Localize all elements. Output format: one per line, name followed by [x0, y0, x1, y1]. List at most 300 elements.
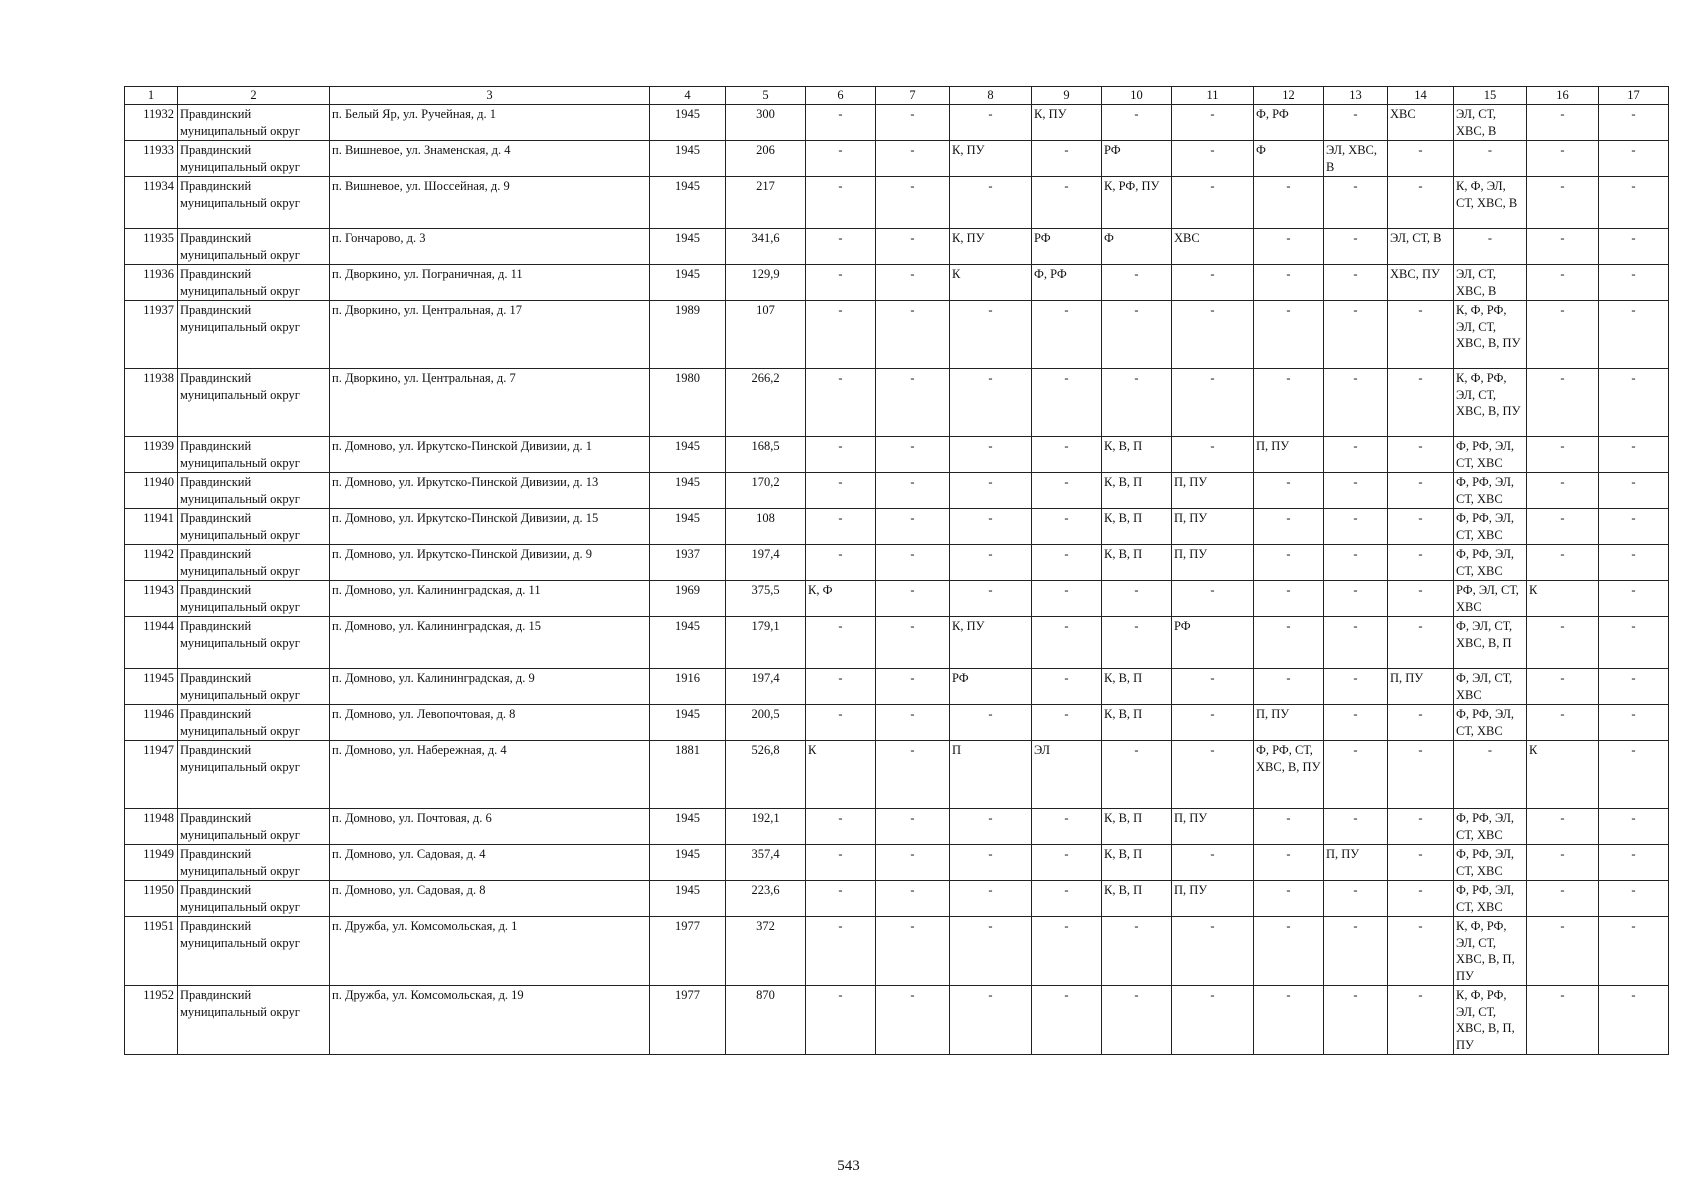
table-cell-col-6: -: [806, 809, 876, 845]
table-cell-col-9: -: [1032, 437, 1102, 473]
table-cell-col-7: -: [876, 301, 950, 369]
table-cell-col-16: К: [1527, 741, 1599, 809]
table-cell-col-8: -: [950, 986, 1032, 1055]
table-cell-col-4: 1945: [650, 177, 726, 229]
table-cell-col-2: Правдинский муниципальный округ: [178, 301, 330, 369]
table-cell-col-13: -: [1324, 509, 1388, 545]
table-cell-col-4: 1980: [650, 369, 726, 437]
table-row: [125, 301, 1669, 369]
table-row: [125, 617, 1669, 669]
table-cell-col-17: -: [1599, 369, 1669, 437]
table-cell-col-4: 1945: [650, 509, 726, 545]
table-cell-col-15: К, Ф, ЭЛ, СТ, ХВС, В: [1454, 177, 1527, 229]
table-cell-col-10: К, В, П: [1102, 437, 1172, 473]
table-cell-col-16: К: [1527, 581, 1599, 617]
table-row: [125, 473, 1669, 509]
table-cell-col-2: Правдинский муниципальный округ: [178, 917, 330, 986]
table-cell-col-4: 1916: [650, 669, 726, 705]
table-row: [125, 917, 1669, 986]
table-cell-col-8: -: [950, 705, 1032, 741]
table-cell-col-14: -: [1388, 845, 1454, 881]
table-cell-col-1: 11945: [125, 669, 178, 705]
table-cell-col-13: -: [1324, 437, 1388, 473]
table-cell-col-9: К, ПУ: [1032, 105, 1102, 141]
table-cell-col-3: п. Гончарово, д. 3: [330, 229, 650, 265]
table-cell-col-10: -: [1102, 265, 1172, 301]
table-cell-col-16: -: [1527, 437, 1599, 473]
table-cell-col-6: -: [806, 265, 876, 301]
table-cell-col-15: Ф, РФ, ЭЛ, СТ, ХВС: [1454, 705, 1527, 741]
table-cell-col-17: -: [1599, 581, 1669, 617]
table-cell-col-14: -: [1388, 917, 1454, 986]
table-row: [125, 177, 1669, 229]
table-row: [125, 741, 1669, 809]
table-cell-col-5: 170,2: [726, 473, 806, 509]
table-cell-col-11: -: [1172, 369, 1254, 437]
table-cell-col-6: К, Ф: [806, 581, 876, 617]
table-cell-col-3: п. Дворкино, ул. Центральная, д. 17: [330, 301, 650, 369]
table-cell-col-1: 11938: [125, 369, 178, 437]
table-cell-col-5: 108: [726, 509, 806, 545]
table-cell-col-17: -: [1599, 509, 1669, 545]
table-cell-col-1: 11939: [125, 437, 178, 473]
table-cell-col-4: 1945: [650, 437, 726, 473]
table-cell-col-16: -: [1527, 545, 1599, 581]
table-cell-col-2: Правдинский муниципальный округ: [178, 545, 330, 581]
table-cell-col-6: -: [806, 229, 876, 265]
table-cell-col-11: -: [1172, 917, 1254, 986]
table-cell-col-12: -: [1254, 229, 1324, 265]
table-cell-col-16: -: [1527, 105, 1599, 141]
table-cell-col-2: Правдинский муниципальный округ: [178, 509, 330, 545]
table-cell-col-13: -: [1324, 177, 1388, 229]
table-cell-col-5: 300: [726, 105, 806, 141]
table-cell-col-3: п. Дворкино, ул. Центральная, д. 7: [330, 369, 650, 437]
table-cell-col-9: -: [1032, 177, 1102, 229]
table-cell-col-2: Правдинский муниципальный округ: [178, 177, 330, 229]
column-header-9: 9: [1032, 87, 1102, 105]
table-row: [125, 705, 1669, 741]
table-cell-col-6: -: [806, 845, 876, 881]
table-cell-col-12: Ф, РФ: [1254, 105, 1324, 141]
table-cell-col-1: 11948: [125, 809, 178, 845]
table-cell-col-6: -: [806, 437, 876, 473]
table-cell-col-2: Правдинский муниципальный округ: [178, 265, 330, 301]
table-cell-col-3: п. Домново, ул. Калининградская, д. 9: [330, 669, 650, 705]
table-cell-col-7: -: [876, 741, 950, 809]
table-cell-col-11: П, ПУ: [1172, 473, 1254, 509]
table-cell-col-3: п. Домново, ул. Левопочтовая, д. 8: [330, 705, 650, 741]
table-cell-col-7: -: [876, 437, 950, 473]
table-cell-col-13: -: [1324, 705, 1388, 741]
column-header-12: 12: [1254, 87, 1324, 105]
table-cell-col-9: -: [1032, 141, 1102, 177]
table-cell-col-14: -: [1388, 581, 1454, 617]
table-cell-col-1: 11952: [125, 986, 178, 1055]
table-cell-col-13: -: [1324, 986, 1388, 1055]
table-cell-col-15: Ф, РФ, ЭЛ, СТ, ХВС: [1454, 437, 1527, 473]
table-cell-col-13: -: [1324, 229, 1388, 265]
table-cell-col-3: п. Домново, ул. Набережная, д. 4: [330, 741, 650, 809]
table-cell-col-3: п. Домново, ул. Иркутско-Пинской Дивизии, д. 13: [330, 473, 650, 509]
table-cell-col-2: Правдинский муниципальный округ: [178, 369, 330, 437]
table-cell-col-7: -: [876, 581, 950, 617]
table-cell-col-14: -: [1388, 369, 1454, 437]
data-table: [124, 86, 1669, 1055]
table-cell-col-4: 1945: [650, 105, 726, 141]
table-cell-col-3: п. Вишневое, ул. Шоссейная, д. 9: [330, 177, 650, 229]
table-cell-col-10: -: [1102, 301, 1172, 369]
table-cell-col-7: -: [876, 545, 950, 581]
table-cell-col-11: РФ: [1172, 617, 1254, 669]
table-cell-col-3: п. Вишневое, ул. Знаменская, д. 4: [330, 141, 650, 177]
table-cell-col-9: -: [1032, 301, 1102, 369]
table-cell-col-17: -: [1599, 473, 1669, 509]
table-cell-col-17: -: [1599, 809, 1669, 845]
table-cell-col-12: П, ПУ: [1254, 705, 1324, 741]
table-cell-col-5: 192,1: [726, 809, 806, 845]
table-cell-col-14: -: [1388, 741, 1454, 809]
table-cell-col-14: -: [1388, 881, 1454, 917]
table-cell-col-8: К, ПУ: [950, 229, 1032, 265]
table-row: [125, 845, 1669, 881]
table-cell-col-9: -: [1032, 617, 1102, 669]
table-cell-col-6: -: [806, 669, 876, 705]
table-cell-col-12: -: [1254, 845, 1324, 881]
table-cell-col-12: -: [1254, 617, 1324, 669]
table-cell-col-17: -: [1599, 917, 1669, 986]
table-cell-col-3: п. Домново, ул. Иркутско-Пинской Дивизии, д. 15: [330, 509, 650, 545]
table-cell-col-16: -: [1527, 617, 1599, 669]
table-row: [125, 509, 1669, 545]
table-cell-col-10: -: [1102, 617, 1172, 669]
table-cell-col-5: 217: [726, 177, 806, 229]
table-cell-col-2: Правдинский муниципальный округ: [178, 809, 330, 845]
table-cell-col-7: -: [876, 473, 950, 509]
table-row: [125, 105, 1669, 141]
column-header-13: 13: [1324, 87, 1388, 105]
table-cell-col-3: п. Домново, ул. Садовая, д. 4: [330, 845, 650, 881]
table-cell-col-9: -: [1032, 881, 1102, 917]
table-row: [125, 881, 1669, 917]
table-cell-col-12: -: [1254, 509, 1324, 545]
table-cell-col-9: -: [1032, 509, 1102, 545]
table-cell-col-13: -: [1324, 917, 1388, 986]
table-cell-col-2: Правдинский муниципальный округ: [178, 229, 330, 265]
table-cell-col-10: К, В, П: [1102, 509, 1172, 545]
table-cell-col-5: 372: [726, 917, 806, 986]
table-cell-col-12: -: [1254, 301, 1324, 369]
table-cell-col-17: -: [1599, 437, 1669, 473]
table-cell-col-1: 11947: [125, 741, 178, 809]
table-cell-col-14: ХВС, ПУ: [1388, 265, 1454, 301]
table-cell-col-11: -: [1172, 581, 1254, 617]
table-cell-col-3: п. Белый Яр, ул. Ручейная, д. 1: [330, 105, 650, 141]
table-cell-col-16: -: [1527, 986, 1599, 1055]
table-row: [125, 809, 1669, 845]
column-header-1: 1: [125, 87, 178, 105]
table-cell-col-13: -: [1324, 669, 1388, 705]
table-cell-col-3: п. Домново, ул. Почтовая, д. 6: [330, 809, 650, 845]
header-row: [125, 87, 1669, 105]
table-cell-col-14: -: [1388, 177, 1454, 229]
column-header-4: 4: [650, 87, 726, 105]
table-cell-col-9: -: [1032, 581, 1102, 617]
table-cell-col-10: К, РФ, ПУ: [1102, 177, 1172, 229]
table-cell-col-7: -: [876, 809, 950, 845]
table-cell-col-11: ХВС: [1172, 229, 1254, 265]
table-cell-col-9: -: [1032, 369, 1102, 437]
table-cell-col-8: -: [950, 809, 1032, 845]
table-cell-col-7: -: [876, 986, 950, 1055]
table-cell-col-5: 200,5: [726, 705, 806, 741]
table-cell-col-10: К, В, П: [1102, 705, 1172, 741]
table-cell-col-9: -: [1032, 845, 1102, 881]
table-cell-col-5: 341,6: [726, 229, 806, 265]
table-cell-col-9: РФ: [1032, 229, 1102, 265]
table-cell-col-12: -: [1254, 473, 1324, 509]
table-cell-col-4: 1945: [650, 881, 726, 917]
table-cell-col-14: -: [1388, 437, 1454, 473]
table-cell-col-13: -: [1324, 581, 1388, 617]
column-header-2: 2: [178, 87, 330, 105]
table-cell-col-14: -: [1388, 617, 1454, 669]
table-cell-col-12: -: [1254, 265, 1324, 301]
table-cell-col-4: 1881: [650, 741, 726, 809]
table-cell-col-11: -: [1172, 265, 1254, 301]
table-cell-col-14: -: [1388, 545, 1454, 581]
page-number: 543: [837, 1158, 860, 1174]
column-header-11: 11: [1172, 87, 1254, 105]
table-cell-col-5: 168,5: [726, 437, 806, 473]
table-cell-col-12: -: [1254, 545, 1324, 581]
table-cell-col-11: -: [1172, 669, 1254, 705]
table-cell-col-15: Ф, РФ, ЭЛ, СТ, ХВС: [1454, 545, 1527, 581]
table-cell-col-8: -: [950, 301, 1032, 369]
table-cell-col-15: К, Ф, РФ, ЭЛ, СТ, ХВС, В, ПУ: [1454, 369, 1527, 437]
table-cell-col-8: -: [950, 881, 1032, 917]
table-row: [125, 669, 1669, 705]
table-cell-col-11: -: [1172, 986, 1254, 1055]
table-cell-col-11: П, ПУ: [1172, 509, 1254, 545]
table-cell-col-11: -: [1172, 437, 1254, 473]
table-cell-col-2: Правдинский муниципальный округ: [178, 986, 330, 1055]
table-cell-col-7: -: [876, 177, 950, 229]
column-header-8: 8: [950, 87, 1032, 105]
table-row: [125, 581, 1669, 617]
table-cell-col-1: 11940: [125, 473, 178, 509]
table-cell-col-1: 11941: [125, 509, 178, 545]
table-cell-col-7: -: [876, 881, 950, 917]
table-cell-col-8: РФ: [950, 669, 1032, 705]
table-cell-col-10: К, В, П: [1102, 881, 1172, 917]
table-cell-col-9: -: [1032, 809, 1102, 845]
table-cell-col-16: -: [1527, 881, 1599, 917]
table-cell-col-14: -: [1388, 473, 1454, 509]
table-cell-col-10: Ф: [1102, 229, 1172, 265]
table-cell-col-1: 11932: [125, 105, 178, 141]
table-cell-col-6: -: [806, 545, 876, 581]
table-cell-col-7: -: [876, 229, 950, 265]
table-cell-col-4: 1945: [650, 229, 726, 265]
table-cell-col-4: 1945: [650, 265, 726, 301]
table-cell-col-5: 179,1: [726, 617, 806, 669]
table-cell-col-8: -: [950, 845, 1032, 881]
table-cell-col-5: 870: [726, 986, 806, 1055]
table-cell-col-8: К, ПУ: [950, 141, 1032, 177]
table-cell-col-15: РФ, ЭЛ, СТ, ХВС: [1454, 581, 1527, 617]
table-cell-col-17: -: [1599, 105, 1669, 141]
table-cell-col-3: п. Домново, ул. Садовая, д. 8: [330, 881, 650, 917]
table-cell-col-2: Правдинский муниципальный округ: [178, 881, 330, 917]
table-cell-col-10: РФ: [1102, 141, 1172, 177]
table-cell-col-1: 11949: [125, 845, 178, 881]
table-cell-col-16: -: [1527, 705, 1599, 741]
table-cell-col-9: -: [1032, 545, 1102, 581]
table-cell-col-6: -: [806, 617, 876, 669]
table-cell-col-11: -: [1172, 105, 1254, 141]
table-cell-col-14: ХВС: [1388, 105, 1454, 141]
table-cell-col-11: -: [1172, 141, 1254, 177]
table-cell-col-16: -: [1527, 369, 1599, 437]
table-cell-col-6: -: [806, 881, 876, 917]
table-cell-col-3: п. Дружба, ул. Комсомольская, д. 19: [330, 986, 650, 1055]
column-header-10: 10: [1102, 87, 1172, 105]
table-cell-col-12: Ф, РФ, СТ, ХВС, В, ПУ: [1254, 741, 1324, 809]
table-cell-col-9: -: [1032, 986, 1102, 1055]
table-cell-col-14: -: [1388, 141, 1454, 177]
table-cell-col-11: -: [1172, 301, 1254, 369]
table-cell-col-1: 11946: [125, 705, 178, 741]
table-cell-col-10: К, В, П: [1102, 545, 1172, 581]
table-cell-col-6: -: [806, 369, 876, 437]
table-cell-col-16: -: [1527, 265, 1599, 301]
table-cell-col-15: Ф, РФ, ЭЛ, СТ, ХВС: [1454, 509, 1527, 545]
table-cell-col-14: -: [1388, 809, 1454, 845]
table-cell-col-2: Правдинский муниципальный округ: [178, 705, 330, 741]
table-cell-col-5: 375,5: [726, 581, 806, 617]
table-cell-col-11: -: [1172, 741, 1254, 809]
table-cell-col-7: -: [876, 917, 950, 986]
table-cell-col-17: -: [1599, 617, 1669, 669]
table-cell-col-12: -: [1254, 917, 1324, 986]
table-cell-col-1: 11951: [125, 917, 178, 986]
table-cell-col-12: -: [1254, 369, 1324, 437]
table-cell-col-17: -: [1599, 229, 1669, 265]
table-cell-col-13: -: [1324, 301, 1388, 369]
table-cell-col-6: -: [806, 509, 876, 545]
table-cell-col-17: -: [1599, 669, 1669, 705]
table-cell-col-4: 1977: [650, 917, 726, 986]
table-cell-col-17: -: [1599, 545, 1669, 581]
table-cell-col-15: Ф, РФ, ЭЛ, СТ, ХВС: [1454, 845, 1527, 881]
table-cell-col-5: 357,4: [726, 845, 806, 881]
table-cell-col-6: -: [806, 917, 876, 986]
table-cell-col-4: 1977: [650, 986, 726, 1055]
table-cell-col-7: -: [876, 141, 950, 177]
table-row: [125, 437, 1669, 473]
table-cell-col-11: П, ПУ: [1172, 809, 1254, 845]
table-cell-col-13: -: [1324, 265, 1388, 301]
column-header-17: 17: [1599, 87, 1669, 105]
table-cell-col-14: -: [1388, 509, 1454, 545]
table-cell-col-3: п. Домново, ул. Иркутско-Пинской Дивизии, д. 1: [330, 437, 650, 473]
table-cell-col-8: К, ПУ: [950, 617, 1032, 669]
table-cell-col-9: -: [1032, 669, 1102, 705]
table-cell-col-12: Ф: [1254, 141, 1324, 177]
table-cell-col-2: Правдинский муниципальный округ: [178, 617, 330, 669]
table-cell-col-13: ЭЛ, ХВС, В: [1324, 141, 1388, 177]
table-cell-col-4: 1989: [650, 301, 726, 369]
table-cell-col-6: -: [806, 105, 876, 141]
table-cell-col-3: п. Дворкино, ул. Пограничная, д. 11: [330, 265, 650, 301]
table-cell-col-17: -: [1599, 881, 1669, 917]
table-row: [125, 141, 1669, 177]
table-cell-col-7: -: [876, 669, 950, 705]
table-cell-col-12: -: [1254, 986, 1324, 1055]
table-cell-col-13: -: [1324, 881, 1388, 917]
table-cell-col-1: 11944: [125, 617, 178, 669]
table-cell-col-8: П: [950, 741, 1032, 809]
table-cell-col-11: П, ПУ: [1172, 881, 1254, 917]
table-cell-col-7: -: [876, 265, 950, 301]
table-cell-col-5: 223,6: [726, 881, 806, 917]
table-cell-col-6: -: [806, 177, 876, 229]
table-cell-col-14: -: [1388, 301, 1454, 369]
table-cell-col-16: -: [1527, 917, 1599, 986]
table-cell-col-17: -: [1599, 265, 1669, 301]
table-cell-col-2: Правдинский муниципальный округ: [178, 669, 330, 705]
table-cell-col-13: П, ПУ: [1324, 845, 1388, 881]
table-cell-col-9: -: [1032, 705, 1102, 741]
table-cell-col-11: П, ПУ: [1172, 545, 1254, 581]
table-cell-col-1: 11943: [125, 581, 178, 617]
column-header-14: 14: [1388, 87, 1454, 105]
table-cell-col-10: -: [1102, 369, 1172, 437]
table-cell-col-2: Правдинский муниципальный округ: [178, 141, 330, 177]
table-cell-col-13: -: [1324, 617, 1388, 669]
table-cell-col-16: -: [1527, 229, 1599, 265]
table-cell-col-12: П, ПУ: [1254, 437, 1324, 473]
table-cell-col-8: -: [950, 509, 1032, 545]
table-cell-col-8: -: [950, 581, 1032, 617]
table-cell-col-15: Ф, ЭЛ, СТ, ХВС, В, П: [1454, 617, 1527, 669]
table-cell-col-17: -: [1599, 141, 1669, 177]
table-cell-col-5: 206: [726, 141, 806, 177]
table-row: [125, 986, 1669, 1055]
table-cell-col-2: Правдинский муниципальный округ: [178, 581, 330, 617]
table-cell-col-10: К, В, П: [1102, 809, 1172, 845]
table-cell-col-8: -: [950, 105, 1032, 141]
table-cell-col-15: ЭЛ, СТ, ХВС, В: [1454, 265, 1527, 301]
table-cell-col-5: 197,4: [726, 669, 806, 705]
table-cell-col-15: Ф, РФ, ЭЛ, СТ, ХВС: [1454, 809, 1527, 845]
table-cell-col-8: -: [950, 917, 1032, 986]
table-cell-col-15: К, Ф, РФ, ЭЛ, СТ, ХВС, В, П, ПУ: [1454, 986, 1527, 1055]
table-cell-col-3: п. Домново, ул. Калининградская, д. 11: [330, 581, 650, 617]
column-header-5: 5: [726, 87, 806, 105]
table-cell-col-8: -: [950, 369, 1032, 437]
table-cell-col-15: -: [1454, 141, 1527, 177]
table-cell-col-17: -: [1599, 177, 1669, 229]
table-cell-col-11: -: [1172, 177, 1254, 229]
table-cell-col-7: -: [876, 509, 950, 545]
table-cell-col-16: -: [1527, 177, 1599, 229]
table-cell-col-7: -: [876, 105, 950, 141]
table-cell-col-10: -: [1102, 741, 1172, 809]
table-cell-col-15: -: [1454, 741, 1527, 809]
table-cell-col-11: -: [1172, 705, 1254, 741]
